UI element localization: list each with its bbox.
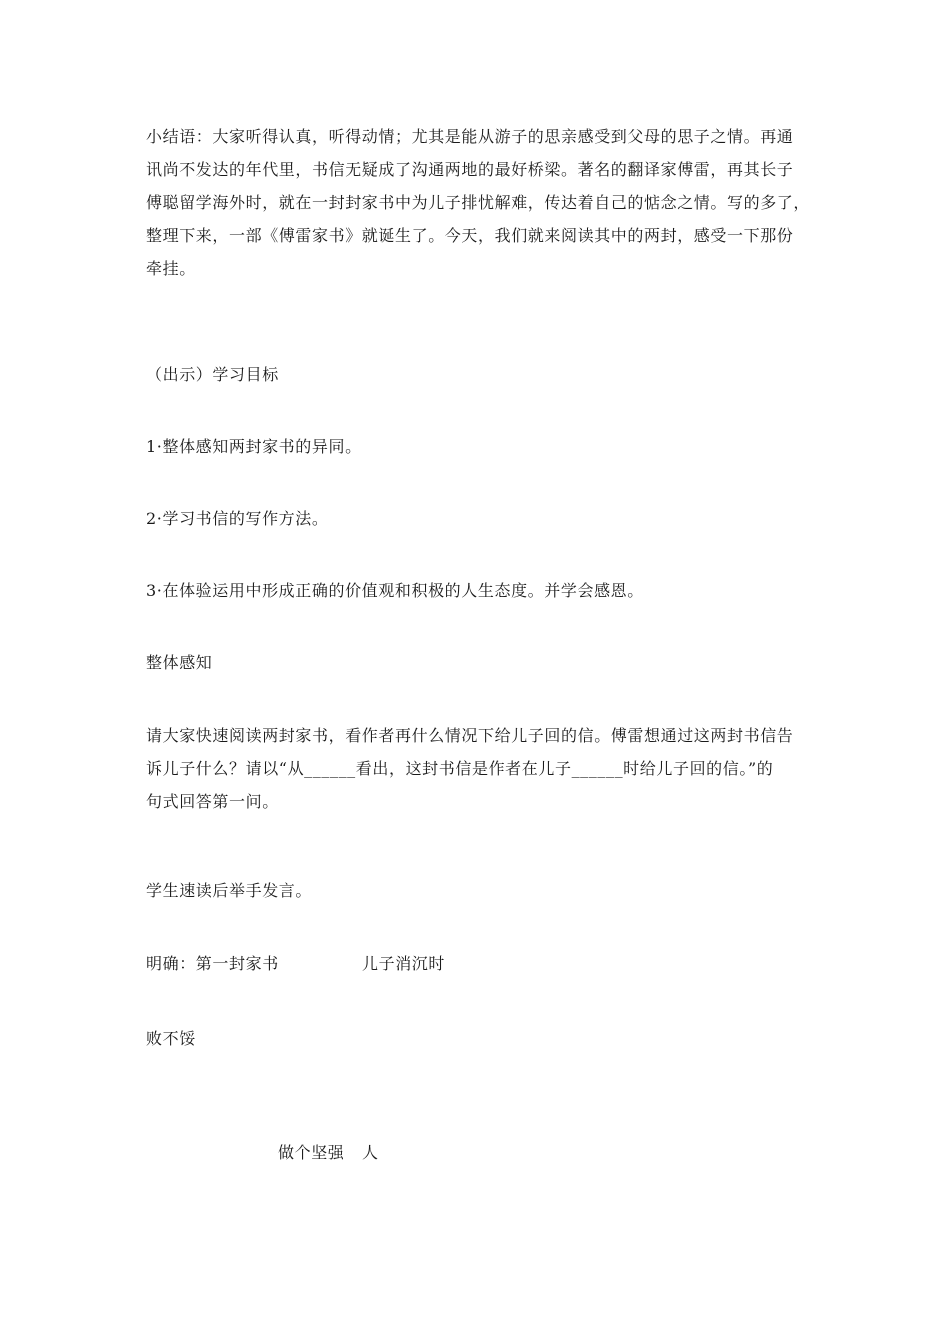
section-heading: 整体感知 [146,653,213,672]
goal-item: 2·学习书信的写作方法。 [146,509,329,528]
answer-message-part: 人 [362,1143,379,1162]
answer-message-part: 做个坚强 [278,1143,345,1162]
summary-line: 牵挂。 [146,259,196,278]
student-action: 学生速读后举手发言。 [146,881,313,900]
summary-line: 整理下来，一部《傅雷家书》就诞生了。今天，我们就来阅读其中的两封，感受一下那份 [146,226,794,245]
answer-situation: 儿子消沉时 [362,954,446,973]
summary-paragraph [146,120,811,285]
task-paragraph [146,719,806,818]
task-line: 请大家快速阅读两封家书，看作者再什么情况下给儿子回的信。傅雷想通过这两封书信告 [146,726,794,745]
summary-line: 傅聪留学海外时，就在一封封家书中为儿子排忧解难，传达着自己的惦念之情。写的多了， [146,193,811,212]
goal-item: 3·在体验运用中形成正确的价值观和积极的人生态度。并学会感恩。 [146,581,644,600]
goal-item: 1·整体感知两封家书的异同。 [146,437,362,456]
summary-line: 小结语：大家听得认真，听得动情；尤其是能从游子的思亲感受到父母的思子之情。再通 [146,127,794,146]
task-line: 句式回答第一问。 [146,792,279,811]
task-line: 诉儿子什么？请以“从______看出，这封书信是作者在儿子______时给儿子回的信。”的 [146,759,774,778]
answer-label: 明确：第一封家书 [146,954,279,973]
answer-phrase: 败不馁 [146,1029,196,1048]
goals-heading: （出示）学习目标 [146,365,279,384]
summary-line: 讯尚不发达的年代里，书信无疑成了沟通两地的最好桥梁。著名的翻译家傅雷，再其长子 [146,160,794,179]
